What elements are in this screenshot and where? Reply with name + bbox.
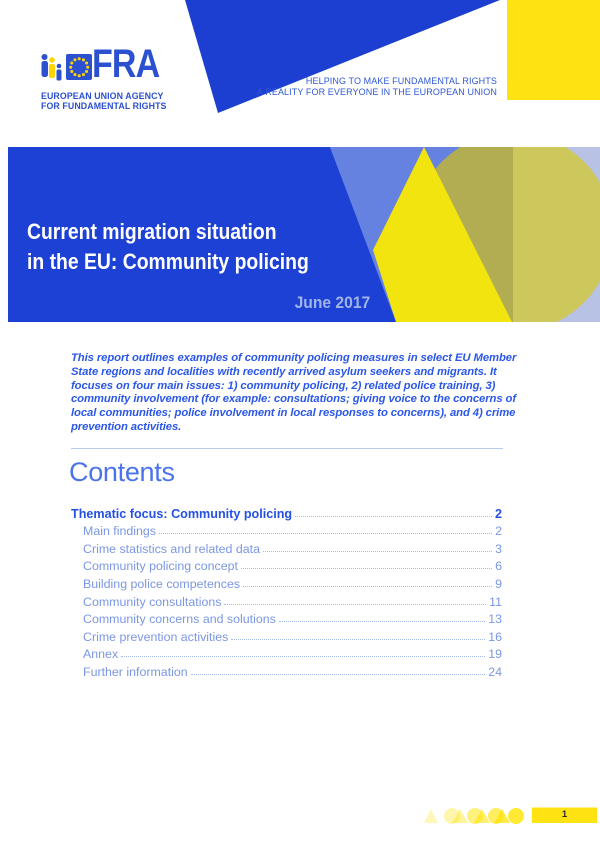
logo-acronym: FRA [92,42,160,86]
header-tagline-line2: A REALITY FOR EVERYONE IN THE EUROPEAN UNION [257,87,497,97]
fra-logo [40,42,190,114]
toc-entry-label: Thematic focus: Community policing [71,506,293,521]
toc-dotted-leader [159,533,492,534]
report-title-line2: in the EU: Community policing [27,248,309,274]
horizontal-rule [71,448,503,449]
toc-entry[interactable] [71,556,502,574]
logo-agency-line2: FOR FUNDAMENTAL RIGHTS [41,100,167,111]
header-tagline [257,76,497,98]
title-banner [8,147,600,322]
people-silhouettes-icon [40,53,64,87]
report-title [27,217,309,276]
toc-entry[interactable] [71,626,502,644]
toc-entry[interactable] [71,609,502,627]
toc-entry[interactable] [71,591,502,609]
toc-entry-page-number: 6 [495,559,502,574]
toc-entry[interactable] [71,521,502,539]
toc-dotted-leader [243,586,492,587]
toc-entry-label: Further information [83,664,188,679]
contents-heading: Contents [69,457,175,487]
toc-dotted-leader [224,604,486,605]
toc-dotted-leader [191,674,486,675]
toc-entry[interactable] [71,661,502,679]
toc-entry-page-number: 11 [489,594,502,609]
intro-paragraph: This report outlines examples of community policing measures in select EU Member State regions and localities with recently arrived asylum seekers and migrants. It focuses on four main issues: 1) community policing, 2) related police training, 3) community involvement (for example: consultations; giving voice to the concerns of local communities; police involvement in local responses to concerns), and 4) crime prevention activities. [71,352,517,433]
toc-entry-label: Annex [83,647,119,662]
toc-entry-page-number: 24 [488,664,502,679]
toc-entry-page-number: 2 [494,506,502,521]
toc-entry-label: Crime prevention activities [83,629,229,644]
report-title-line1: Current migration situation [27,219,277,244]
toc-entry-label: Community concerns and solutions [83,612,276,627]
header-tagline-line1: HELPING TO MAKE FUNDAMENTAL RIGHTS [305,76,497,86]
footer-triangle-icon [424,809,438,823]
toc-entry-label: Main findings [83,524,157,539]
toc-entry-page-number: 19 [488,647,502,662]
toc-entry[interactable] [71,573,502,591]
table-of-contents [71,503,502,679]
header-yellow-block [507,0,600,100]
toc-entry-page-number: 16 [488,629,502,644]
toc-entry-label: Community policing concept [83,559,238,574]
toc-entry-page-number: 3 [495,541,502,556]
banner-circle-right-shape [513,147,600,322]
toc-entry[interactable] [71,503,502,521]
footer-circle-icon [508,808,524,824]
toc-entry-label: Building police competences [83,576,241,591]
page-number: 1 [561,809,568,820]
eu-stars-icon [66,54,92,80]
report-date: June 2017 [294,293,370,312]
toc-entry-page-number: 2 [495,524,502,539]
toc-entry-label: Crime statistics and related data [83,541,260,556]
toc-dotted-leader [295,516,492,517]
logo-agency-line1: EUROPEAN UNION AGENCY [41,91,164,101]
toc-entry[interactable] [71,644,502,662]
toc-dotted-leader [241,568,492,569]
toc-dotted-leader [231,639,485,640]
logo-agency-name [41,92,167,111]
toc-entry-page-number: 13 [488,612,502,627]
toc-dotted-leader [279,621,485,622]
toc-entry-page-number: 9 [495,576,502,591]
toc-entry-label: Community consultations [83,594,222,609]
toc-dotted-leader [263,551,492,552]
toc-entry[interactable] [71,538,502,556]
toc-dotted-leader [121,656,485,657]
